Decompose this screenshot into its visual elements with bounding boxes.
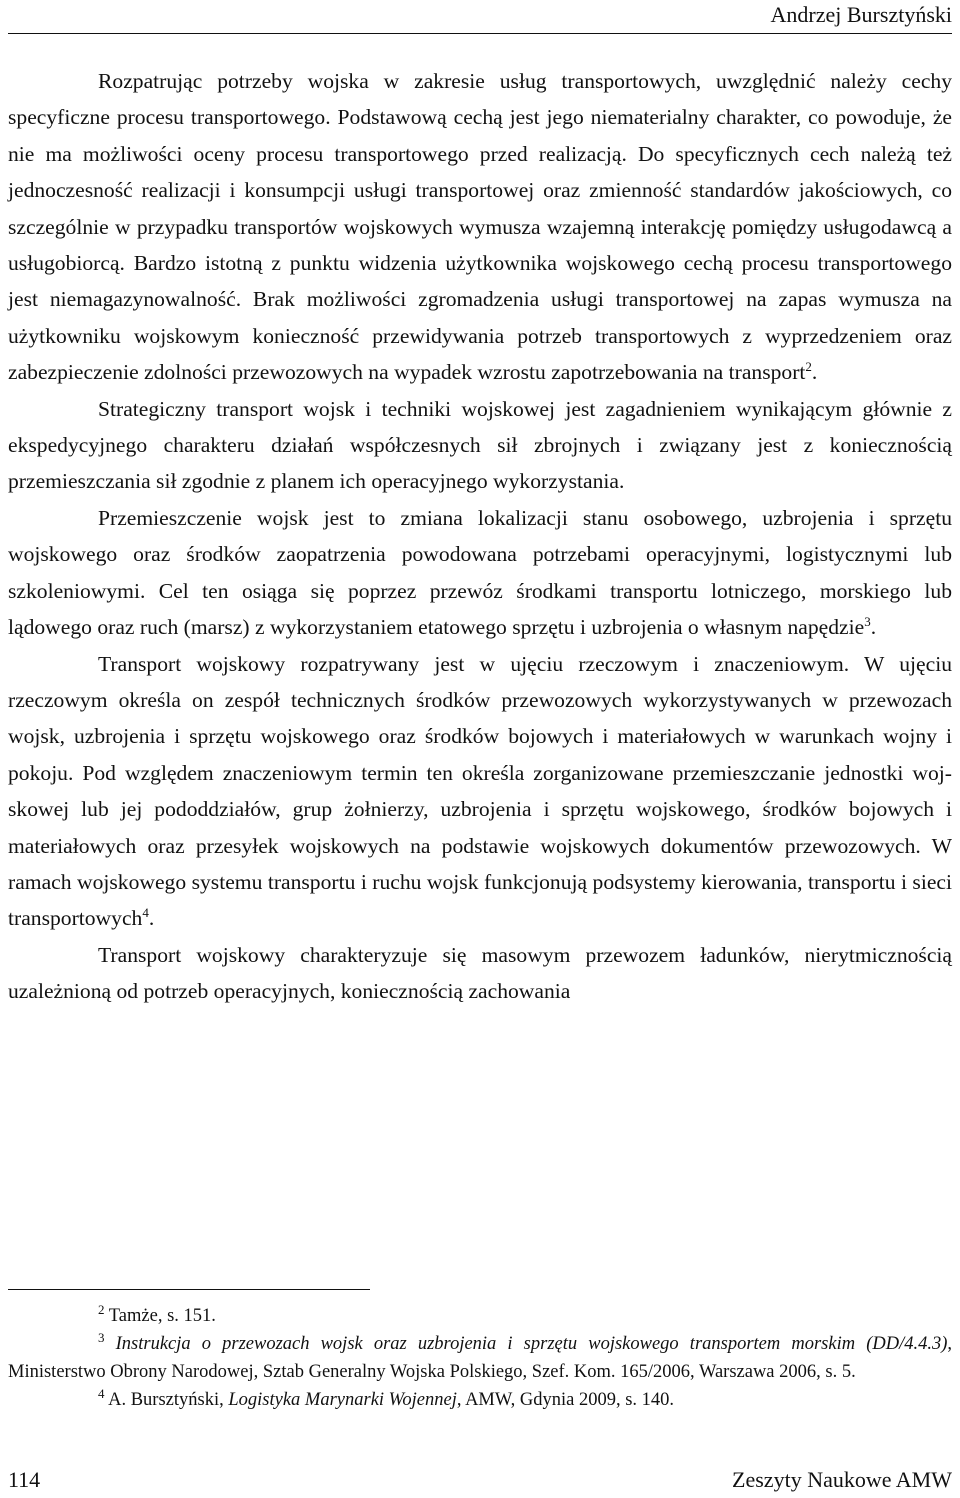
- main-text: [8, 63, 952, 1010]
- footnote-4: $^4$ A. Bursztyński, Logistyka Marynarki Wojennej, AMW, Gdynia 2009, s. 140.: [98, 1385, 675, 1410]
- running-header: [0, 0, 952, 30]
- footnote-3: $^3$ Instrukcja o przewozach wojsk oraz uzbrojenia i sprzętu wojskowego transportem morskim (DD/4.4.3), Ministerstwo Obrony Narodowej, Sztab Generalny Wojska Polskiego, Szef. Kom. 165/2006, Warszawa 2006, s. 5.: [8, 1329, 953, 1382]
- paragraph-3: Przemieszczenie wojsk jest to zmiana lokalizacji stanu osobowego, uzbrojenia i sprzętu wojskowego oraz środków zaopatrzenia powodowana potrzebami operacyjnymi, logistycznymi lub szkoleniowymi. Cel ten osiąga się poprzez przewóz środkami transportu lotniczego, morskiego lub lądowego oraz ruch (marsz) z wykorzystaniem etatowego sprzętu i uzbrojenia o własnym napędzie$^3$.: [8, 505, 952, 640]
- footnotes: [8, 1302, 952, 1414]
- paragraph-5: Transport wojskowy charakteryzuje się masowym przewozem ładunków, nierytmicznością uzależnioną od potrzeb operacyjnych, koniecznością zachowania: [8, 942, 952, 1004]
- journal-name: Zeszyty Naukowe AMW: [732, 1467, 952, 1492]
- footnote-rule: [8, 1289, 370, 1290]
- footnote-ref-4[interactable]: 4: [142, 905, 149, 921]
- footnote-2: $^2$ Tamże, s. 151.: [98, 1301, 216, 1326]
- paragraph-1: Rozpatrując potrzeby wojska w zakresie usług transportowych, uwzględnić należy cechy specyficzne procesu transportowego. Podstawową cechą jest jego niematerialny charakter, co powoduje, że nie ma możliwości oceny procesu transportowego przed realizacją. Do specyficznych cech należą też jednoczesność realizacji i konsumpcji usługi transportowej oraz zmienność standardów jakościowych, co szczególnie w przypadku transportów wojskowych wymusza wzajemną interakcję pomiędzy usługodawcą a usługobiorcą. Bardzo istotną z punktu widzenia użytkownika wojskowego cechą procesu transportowego jest niemagazynowalność. Brak możliwości zgromadzenia usługi transportowej na zapas wymusza na użytkowniku wojskowym konieczność przewidywania potrzeb transportowych z wyprzedzeniem oraz zabezpieczenie zdolności przewozowych na wypadek wzrostu zapotrzebowania na transport$^2$.: [8, 69, 952, 385]
- paragraph-4: Transport wojskowy rozpatrywany jest w ujęciu rzeczowym i znaczeniowym. W ujęciu rzeczowym określa on zespół technicznych środków przewozowych wykorzystywanych w przewozach wojsk, uzbrojenia i sprzętu wojskowego oraz środków bojowych i materiałowych w warunkach wojny i pokoju. Pod względem znaczeniowym termin ten określa zorganizowane przemieszczanie jednostki wojskowej lub jej pododdziałów, grup żołnierzy, uzbrojenia i sprzętu wojskowego, środków bojowych i materiałowych oraz przesyłek wojskowych na podstawie wojskowych dokumentów przewozowych. W ramach wojskowego systemu transportu i ruchu wojsk funkcjonują podsystemy kierowania, transportu i sieci transportowych$^4$.: [8, 651, 952, 931]
- paragraph-2: Strategiczny transport wojsk i techniki wojskowej jest zagadnieniem wynikającym głównie z ekspedycyjnego charakteru działań współczesnych sił zbrojnych i związany jest z koniecznością przemieszczania sił zgodnie z planem ich operacyjnego wykorzystania.: [8, 396, 952, 494]
- footnote-4-title: Logistyka Marynarki Wojennej: [228, 1390, 457, 1410]
- header-author: Andrzej Bursztyński: [770, 2, 952, 27]
- footnote-ref-2[interactable]: 2: [805, 359, 812, 375]
- page-number: 114: [8, 1467, 41, 1492]
- footnote-ref-3[interactable]: 3: [864, 613, 871, 629]
- footnote-3-title: Instrukcja o przewozach wojsk oraz uzbrojenia i sprzętu wojskowego transportem morskim (DD/4.4.3): [115, 1334, 948, 1354]
- header-rule: [8, 33, 952, 34]
